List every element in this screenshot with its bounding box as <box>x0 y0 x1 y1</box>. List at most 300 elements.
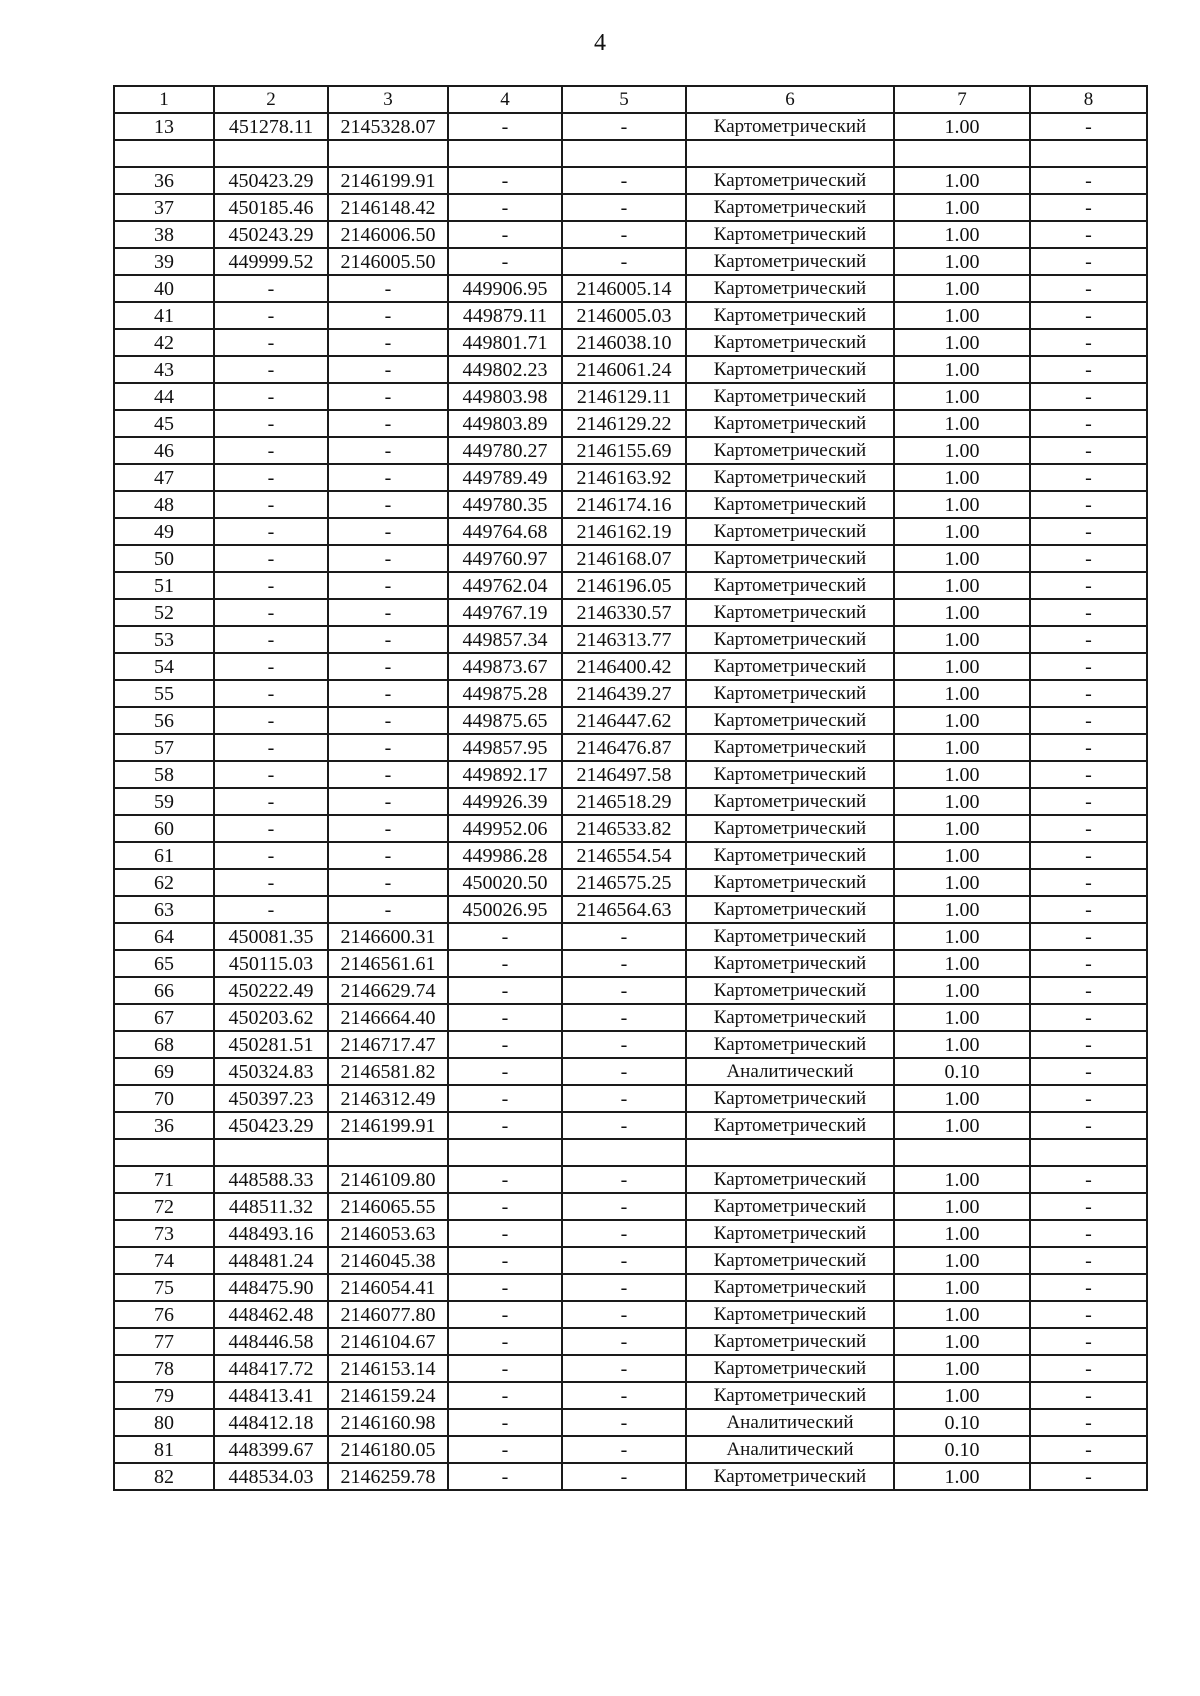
point-number-cell: 37 <box>114 194 214 221</box>
note-cell: - <box>1030 1355 1147 1382</box>
x-new-coord-cell: - <box>448 1085 562 1112</box>
x-new-coord-cell: - <box>448 1112 562 1139</box>
method-cell: Картометрический <box>686 410 894 437</box>
y-coord-cell: - <box>328 815 448 842</box>
x-new-coord-cell: - <box>448 1004 562 1031</box>
method-cell: Картометрический <box>686 113 894 140</box>
x-new-coord-cell: 449857.95 <box>448 734 562 761</box>
y-new-coord-cell: - <box>562 1247 686 1274</box>
table-row <box>114 1382 1147 1409</box>
table-row <box>114 491 1147 518</box>
y-coord-cell <box>328 140 448 167</box>
y-coord-cell: - <box>328 653 448 680</box>
y-new-coord-cell: - <box>562 1382 686 1409</box>
note-cell: - <box>1030 248 1147 275</box>
note-cell: - <box>1030 572 1147 599</box>
y-coord-cell: 2146199.91 <box>328 167 448 194</box>
accuracy-cell: 1.00 <box>894 545 1030 572</box>
method-cell: Картометрический <box>686 383 894 410</box>
note-cell: - <box>1030 329 1147 356</box>
column-header: 2 <box>214 86 328 113</box>
x-coord-cell: - <box>214 599 328 626</box>
table-row <box>114 869 1147 896</box>
note-cell: - <box>1030 410 1147 437</box>
accuracy-cell: 1.00 <box>894 761 1030 788</box>
x-new-coord-cell: 450026.95 <box>448 896 562 923</box>
x-new-coord-cell: 449760.97 <box>448 545 562 572</box>
y-coord-cell: 2146153.14 <box>328 1355 448 1382</box>
table-row <box>114 815 1147 842</box>
note-cell: - <box>1030 707 1147 734</box>
y-coord-cell: - <box>328 734 448 761</box>
method-cell: Картометрический <box>686 194 894 221</box>
method-cell: Картометрический <box>686 1382 894 1409</box>
note-cell: - <box>1030 653 1147 680</box>
x-coord-cell: - <box>214 572 328 599</box>
accuracy-cell: 1.00 <box>894 356 1030 383</box>
method-cell: Картометрический <box>686 761 894 788</box>
table-row <box>114 140 1147 167</box>
accuracy-cell: 1.00 <box>894 599 1030 626</box>
x-new-coord-cell: 449803.89 <box>448 410 562 437</box>
accuracy-cell: 1.00 <box>894 383 1030 410</box>
method-cell: Картометрический <box>686 518 894 545</box>
note-cell: - <box>1030 1058 1147 1085</box>
y-coord-cell: - <box>328 896 448 923</box>
x-new-coord-cell: - <box>448 1301 562 1328</box>
y-coord-cell: 2146054.41 <box>328 1274 448 1301</box>
y-coord-cell: - <box>328 545 448 572</box>
table-row <box>114 545 1147 572</box>
x-new-coord-cell <box>448 140 562 167</box>
x-new-coord-cell: 449879.11 <box>448 302 562 329</box>
y-coord-cell: - <box>328 437 448 464</box>
accuracy-cell: 0.10 <box>894 1058 1030 1085</box>
point-number-cell: 80 <box>114 1409 214 1436</box>
y-new-coord-cell: 2146575.25 <box>562 869 686 896</box>
note-cell: - <box>1030 1166 1147 1193</box>
y-coord-cell: 2146664.40 <box>328 1004 448 1031</box>
y-new-coord-cell: - <box>562 221 686 248</box>
method-cell: Картометрический <box>686 275 894 302</box>
method-cell: Картометрический <box>686 572 894 599</box>
method-cell <box>686 140 894 167</box>
y-new-coord-cell <box>562 140 686 167</box>
x-coord-cell: 448511.32 <box>214 1193 328 1220</box>
x-new-coord-cell: - <box>448 1274 562 1301</box>
accuracy-cell: 1.00 <box>894 437 1030 464</box>
note-cell <box>1030 1139 1147 1166</box>
note-cell: - <box>1030 383 1147 410</box>
accuracy-cell: 1.00 <box>894 680 1030 707</box>
y-new-coord-cell: - <box>562 248 686 275</box>
x-new-coord-cell: 449892.17 <box>448 761 562 788</box>
x-coord-cell: 450324.83 <box>214 1058 328 1085</box>
y-coord-cell: - <box>328 680 448 707</box>
method-cell: Картометрический <box>686 815 894 842</box>
x-new-coord-cell <box>448 1139 562 1166</box>
x-coord-cell: 451278.11 <box>214 113 328 140</box>
x-coord-cell: - <box>214 842 328 869</box>
accuracy-cell: 0.10 <box>894 1436 1030 1463</box>
x-coord-cell: 448475.90 <box>214 1274 328 1301</box>
y-new-coord-cell: - <box>562 1058 686 1085</box>
y-coord-cell: 2146104.67 <box>328 1328 448 1355</box>
table-row <box>114 383 1147 410</box>
accuracy-cell: 1.00 <box>894 1301 1030 1328</box>
note-cell: - <box>1030 788 1147 815</box>
y-coord-cell: - <box>328 356 448 383</box>
x-new-coord-cell: - <box>448 1328 562 1355</box>
table-row <box>114 410 1147 437</box>
x-coord-cell: - <box>214 302 328 329</box>
accuracy-cell: 1.00 <box>894 734 1030 761</box>
point-number-cell: 77 <box>114 1328 214 1355</box>
y-new-coord-cell: 2146554.54 <box>562 842 686 869</box>
y-new-coord-cell: - <box>562 1463 686 1490</box>
y-new-coord-cell: - <box>562 1409 686 1436</box>
coordinates-table <box>113 85 1148 1491</box>
x-coord-cell: - <box>214 626 328 653</box>
table-row <box>114 653 1147 680</box>
method-cell: Картометрический <box>686 599 894 626</box>
note-cell: - <box>1030 977 1147 1004</box>
note-cell: - <box>1030 923 1147 950</box>
table-row <box>114 1193 1147 1220</box>
note-cell: - <box>1030 734 1147 761</box>
x-coord-cell <box>214 140 328 167</box>
note-cell: - <box>1030 167 1147 194</box>
note-cell: - <box>1030 1004 1147 1031</box>
x-new-coord-cell: 449789.49 <box>448 464 562 491</box>
method-cell: Картометрический <box>686 734 894 761</box>
y-coord-cell: 2145328.07 <box>328 113 448 140</box>
y-coord-cell: - <box>328 788 448 815</box>
y-coord-cell: 2146148.42 <box>328 194 448 221</box>
x-new-coord-cell: - <box>448 1436 562 1463</box>
table-row <box>114 329 1147 356</box>
x-new-coord-cell: 449875.28 <box>448 680 562 707</box>
method-cell: Картометрический <box>686 788 894 815</box>
point-number-cell: 49 <box>114 518 214 545</box>
point-number-cell: 68 <box>114 1031 214 1058</box>
table-row <box>114 1058 1147 1085</box>
table-row <box>114 248 1147 275</box>
note-cell: - <box>1030 896 1147 923</box>
note-cell: - <box>1030 626 1147 653</box>
x-new-coord-cell: 449952.06 <box>448 815 562 842</box>
x-coord-cell: - <box>214 356 328 383</box>
point-number-cell: 76 <box>114 1301 214 1328</box>
point-number-cell: 46 <box>114 437 214 464</box>
note-cell: - <box>1030 815 1147 842</box>
method-cell: Картометрический <box>686 356 894 383</box>
y-new-coord-cell: - <box>562 950 686 977</box>
y-new-coord-cell: - <box>562 1328 686 1355</box>
accuracy-cell: 1.00 <box>894 410 1030 437</box>
column-header: 1 <box>114 86 214 113</box>
accuracy-cell: 1.00 <box>894 923 1030 950</box>
y-coord-cell: 2146717.47 <box>328 1031 448 1058</box>
x-new-coord-cell: - <box>448 167 562 194</box>
point-number-cell: 59 <box>114 788 214 815</box>
accuracy-cell: 1.00 <box>894 1112 1030 1139</box>
table-row <box>114 761 1147 788</box>
table-row <box>114 788 1147 815</box>
accuracy-cell: 1.00 <box>894 572 1030 599</box>
method-cell: Картометрический <box>686 1112 894 1139</box>
table-row <box>114 923 1147 950</box>
method-cell: Картометрический <box>686 923 894 950</box>
y-new-coord-cell: 2146168.07 <box>562 545 686 572</box>
y-coord-cell: 2146006.50 <box>328 221 448 248</box>
point-number-cell: 81 <box>114 1436 214 1463</box>
method-cell: Картометрический <box>686 950 894 977</box>
x-coord-cell: - <box>214 896 328 923</box>
y-coord-cell: - <box>328 410 448 437</box>
y-new-coord-cell: - <box>562 923 686 950</box>
note-cell: - <box>1030 1328 1147 1355</box>
x-coord-cell: 448446.58 <box>214 1328 328 1355</box>
method-cell: Картометрический <box>686 1463 894 1490</box>
y-coord-cell: 2146160.98 <box>328 1409 448 1436</box>
point-number-cell: 57 <box>114 734 214 761</box>
x-coord-cell: - <box>214 464 328 491</box>
table-row <box>114 1220 1147 1247</box>
accuracy-cell: 1.00 <box>894 842 1030 869</box>
y-coord-cell: - <box>328 572 448 599</box>
note-cell: - <box>1030 1409 1147 1436</box>
accuracy-cell: 1.00 <box>894 113 1030 140</box>
y-coord-cell: 2146053.63 <box>328 1220 448 1247</box>
table-row <box>114 1166 1147 1193</box>
accuracy-cell: 1.00 <box>894 896 1030 923</box>
point-number-cell: 71 <box>114 1166 214 1193</box>
y-new-coord-cell: - <box>562 1301 686 1328</box>
method-cell: Картометрический <box>686 626 894 653</box>
x-new-coord-cell: - <box>448 977 562 1004</box>
table-row <box>114 842 1147 869</box>
accuracy-cell: 1.00 <box>894 1004 1030 1031</box>
x-coord-cell: 450185.46 <box>214 194 328 221</box>
x-coord-cell: - <box>214 761 328 788</box>
method-cell: Аналитический <box>686 1436 894 1463</box>
x-new-coord-cell: 449803.98 <box>448 383 562 410</box>
y-new-coord-cell: - <box>562 1193 686 1220</box>
x-new-coord-cell: 449986.28 <box>448 842 562 869</box>
table-row <box>114 1085 1147 1112</box>
point-number-cell: 73 <box>114 1220 214 1247</box>
x-coord-cell: - <box>214 437 328 464</box>
table-row <box>114 1247 1147 1274</box>
note-cell: - <box>1030 1247 1147 1274</box>
accuracy-cell: 1.00 <box>894 788 1030 815</box>
y-new-coord-cell: 2146162.19 <box>562 518 686 545</box>
y-new-coord-cell: 2146005.14 <box>562 275 686 302</box>
y-coord-cell: 2146199.91 <box>328 1112 448 1139</box>
method-cell: Картометрический <box>686 842 894 869</box>
y-coord-cell: 2146045.38 <box>328 1247 448 1274</box>
table-row <box>114 113 1147 140</box>
method-cell: Картометрический <box>686 1004 894 1031</box>
x-new-coord-cell: 449780.27 <box>448 437 562 464</box>
x-coord-cell: - <box>214 275 328 302</box>
y-coord-cell: 2146600.31 <box>328 923 448 950</box>
y-new-coord-cell: 2146533.82 <box>562 815 686 842</box>
x-coord-cell: 450397.23 <box>214 1085 328 1112</box>
x-new-coord-cell: - <box>448 248 562 275</box>
x-coord-cell: - <box>214 653 328 680</box>
x-coord-cell: - <box>214 410 328 437</box>
note-cell: - <box>1030 1436 1147 1463</box>
x-new-coord-cell: - <box>448 221 562 248</box>
y-new-coord-cell: 2146447.62 <box>562 707 686 734</box>
x-new-coord-cell: 449802.23 <box>448 356 562 383</box>
accuracy-cell: 1.00 <box>894 1328 1030 1355</box>
table-row <box>114 275 1147 302</box>
point-number-cell: 45 <box>114 410 214 437</box>
x-new-coord-cell: 450020.50 <box>448 869 562 896</box>
accuracy-cell: 1.00 <box>894 1193 1030 1220</box>
accuracy-cell: 1.00 <box>894 1274 1030 1301</box>
method-cell: Картометрический <box>686 896 894 923</box>
column-header: 5 <box>562 86 686 113</box>
y-new-coord-cell: 2146476.87 <box>562 734 686 761</box>
table-row <box>114 194 1147 221</box>
page-number: 4 <box>594 30 606 56</box>
accuracy-cell: 1.00 <box>894 1355 1030 1382</box>
note-cell: - <box>1030 761 1147 788</box>
note-cell: - <box>1030 464 1147 491</box>
accuracy-cell: 1.00 <box>894 653 1030 680</box>
accuracy-cell: 1.00 <box>894 302 1030 329</box>
x-new-coord-cell: - <box>448 1220 562 1247</box>
x-new-coord-cell: - <box>448 1031 562 1058</box>
point-number-cell: 40 <box>114 275 214 302</box>
x-coord-cell: 450115.03 <box>214 950 328 977</box>
point-number-cell: 74 <box>114 1247 214 1274</box>
x-new-coord-cell: - <box>448 1463 562 1490</box>
note-cell: - <box>1030 437 1147 464</box>
y-new-coord-cell: - <box>562 113 686 140</box>
point-number-cell: 60 <box>114 815 214 842</box>
method-cell: Картометрический <box>686 491 894 518</box>
table-row <box>114 1355 1147 1382</box>
method-cell: Картометрический <box>686 167 894 194</box>
x-new-coord-cell: - <box>448 1409 562 1436</box>
accuracy-cell: 1.00 <box>894 1247 1030 1274</box>
y-coord-cell: 2146581.82 <box>328 1058 448 1085</box>
method-cell: Картометрический <box>686 1031 894 1058</box>
table-body <box>114 113 1147 1490</box>
table-row <box>114 734 1147 761</box>
point-number-cell: 82 <box>114 1463 214 1490</box>
method-cell: Картометрический <box>686 1166 894 1193</box>
accuracy-cell: 1.00 <box>894 1031 1030 1058</box>
column-header: 7 <box>894 86 1030 113</box>
accuracy-cell: 1.00 <box>894 1382 1030 1409</box>
y-coord-cell <box>328 1139 448 1166</box>
x-new-coord-cell: - <box>448 1247 562 1274</box>
x-new-coord-cell: - <box>448 194 562 221</box>
y-new-coord-cell: 2146400.42 <box>562 653 686 680</box>
table-row <box>114 599 1147 626</box>
note-cell: - <box>1030 1463 1147 1490</box>
x-new-coord-cell: - <box>448 1166 562 1193</box>
table-row <box>114 437 1147 464</box>
x-new-coord-cell: 449780.35 <box>448 491 562 518</box>
y-new-coord-cell: 2146155.69 <box>562 437 686 464</box>
x-coord-cell: 450281.51 <box>214 1031 328 1058</box>
table-row <box>114 680 1147 707</box>
note-cell: - <box>1030 356 1147 383</box>
x-new-coord-cell: - <box>448 950 562 977</box>
accuracy-cell: 1.00 <box>894 977 1030 1004</box>
y-new-coord-cell: - <box>562 1031 686 1058</box>
y-coord-cell: 2146077.80 <box>328 1301 448 1328</box>
x-coord-cell: - <box>214 788 328 815</box>
point-number-cell: 70 <box>114 1085 214 1112</box>
method-cell: Картометрический <box>686 1247 894 1274</box>
accuracy-cell: 1.00 <box>894 248 1030 275</box>
point-number-cell: 52 <box>114 599 214 626</box>
table-row <box>114 1409 1147 1436</box>
table-row <box>114 302 1147 329</box>
point-number-cell: 43 <box>114 356 214 383</box>
y-new-coord-cell: 2146313.77 <box>562 626 686 653</box>
table-row <box>114 464 1147 491</box>
method-cell: Картометрический <box>686 464 894 491</box>
table-row <box>114 167 1147 194</box>
y-new-coord-cell: 2146061.24 <box>562 356 686 383</box>
point-number-cell <box>114 140 214 167</box>
x-coord-cell: 448493.16 <box>214 1220 328 1247</box>
note-cell: - <box>1030 302 1147 329</box>
x-coord-cell: - <box>214 815 328 842</box>
column-header: 8 <box>1030 86 1147 113</box>
x-coord-cell: - <box>214 491 328 518</box>
accuracy-cell: 1.00 <box>894 869 1030 896</box>
method-cell: Картометрический <box>686 248 894 275</box>
table-row <box>114 518 1147 545</box>
note-cell: - <box>1030 950 1147 977</box>
y-new-coord-cell: 2146005.03 <box>562 302 686 329</box>
table-row <box>114 356 1147 383</box>
x-coord-cell: - <box>214 383 328 410</box>
point-number-cell: 58 <box>114 761 214 788</box>
point-number-cell: 42 <box>114 329 214 356</box>
point-number-cell: 78 <box>114 1355 214 1382</box>
method-cell: Картометрический <box>686 329 894 356</box>
note-cell: - <box>1030 545 1147 572</box>
table-row <box>114 572 1147 599</box>
table-row <box>114 1139 1147 1166</box>
point-number-cell: 65 <box>114 950 214 977</box>
x-new-coord-cell: 449764.68 <box>448 518 562 545</box>
column-header: 6 <box>686 86 894 113</box>
point-number-cell: 41 <box>114 302 214 329</box>
y-new-coord-cell: - <box>562 1166 686 1193</box>
table-row <box>114 1112 1147 1139</box>
y-coord-cell: 2146259.78 <box>328 1463 448 1490</box>
y-new-coord-cell: 2146038.10 <box>562 329 686 356</box>
method-cell: Картометрический <box>686 653 894 680</box>
x-coord-cell: 450222.49 <box>214 977 328 1004</box>
y-coord-cell: - <box>328 626 448 653</box>
column-header: 3 <box>328 86 448 113</box>
y-new-coord-cell: - <box>562 1112 686 1139</box>
x-coord-cell: 448462.48 <box>214 1301 328 1328</box>
